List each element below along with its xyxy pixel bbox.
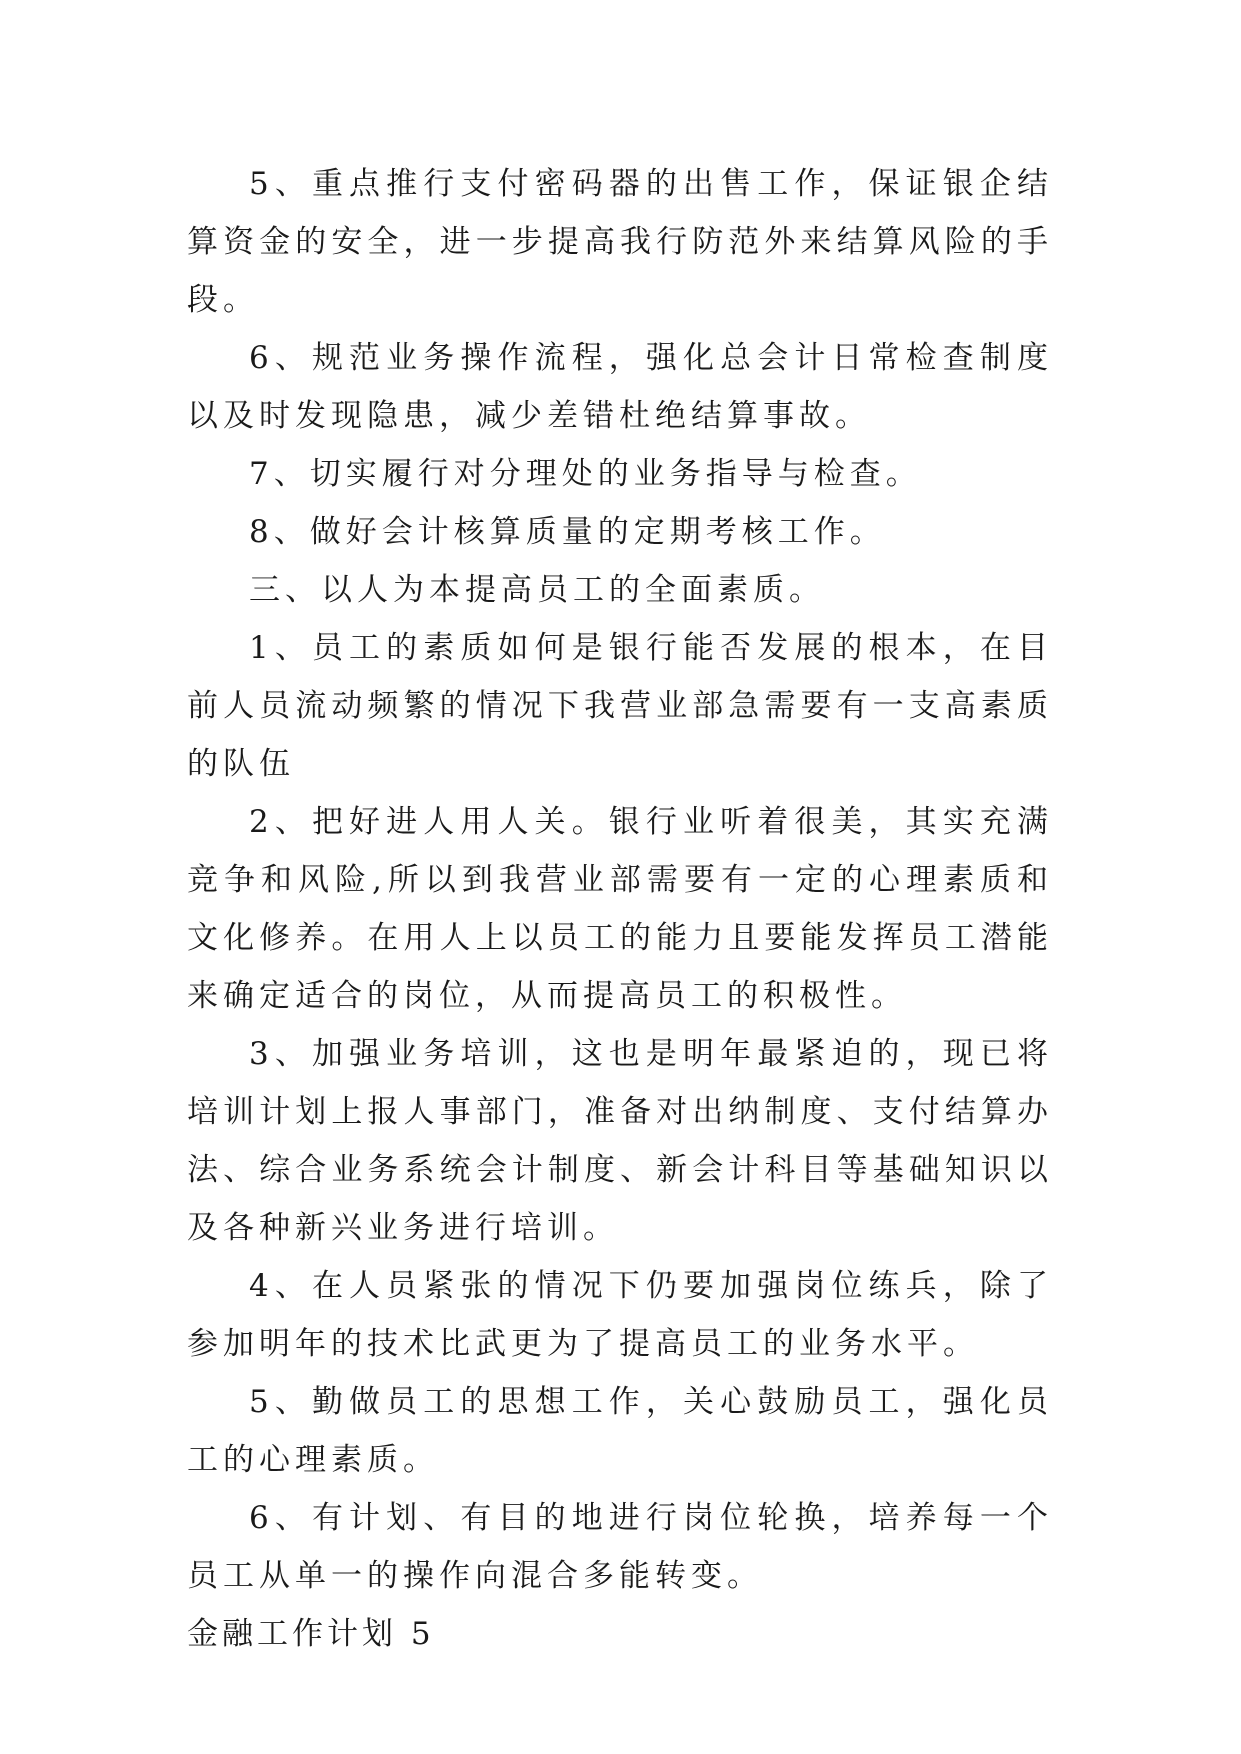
paragraph-item-3-training: 3、加强业务培训，这也是明年最紧迫的，现已将培训计划上报人事部门，准备对出纳制度、支付结算办法、综合业务系统会计制度、新会计科目等基础知识以及各种新兴业务进行培训。 [187, 1036, 1053, 1246]
paragraph-item-2-hiring: 2、把好进人用人关。银行业听着很美，其实充满竞争和风险,所以到我营业部需要有一定的心理素质和文化修养。在用人上以员工的能力且要能发挥员工潜能来确定适合的岗位，从而提高员工的积极性。 [187, 804, 1053, 1014]
section-heading-three: 三、以人为本提高员工的全面素质。 [249, 572, 825, 608]
paragraph-item-4-job-practice: 4、在人员紧张的情况下仍要加强岗位练兵，除了参加明年的技术比武更为了提高员工的业务水平。 [187, 1268, 1053, 1362]
section-title: 金融工作计划 5 [187, 1616, 435, 1652]
paragraph-item-7-branch-guidance: 7、切实履行对分理处的业务指导与检查。 [249, 456, 922, 492]
paragraph-item-8-quality-assessment: 8、做好会计核算质量的定期考核工作。 [249, 514, 886, 550]
document-body [187, 155, 1053, 1663]
paragraph-item-6-job-rotation: 6、有计划、有目的地进行岗位轮换，培养每一个员工从单一的操作向混合多能转变。 [187, 1500, 1053, 1594]
paragraph-item-6-standardize-process: 6、规范业务操作流程，强化总会计日常检查制度以及时发现隐患，减少差错杜绝结算事故。 [187, 340, 1053, 434]
paragraph-item-5-payment-password: 5、重点推行支付密码器的出售工作，保证银企结算资金的安全，进一步提高我行防范外来结算风险的手段。 [187, 166, 1053, 318]
paragraph-item-1-staff-quality: 1、员工的素质如何是银行能否发展的根本，在目前人员流动频繁的情况下我营业部急需要有一支高素质的队伍 [187, 630, 1053, 782]
paragraph-item-5-staff-care: 5、勤做员工的思想工作，关心鼓励员工，强化员工的心理素质。 [187, 1384, 1053, 1478]
